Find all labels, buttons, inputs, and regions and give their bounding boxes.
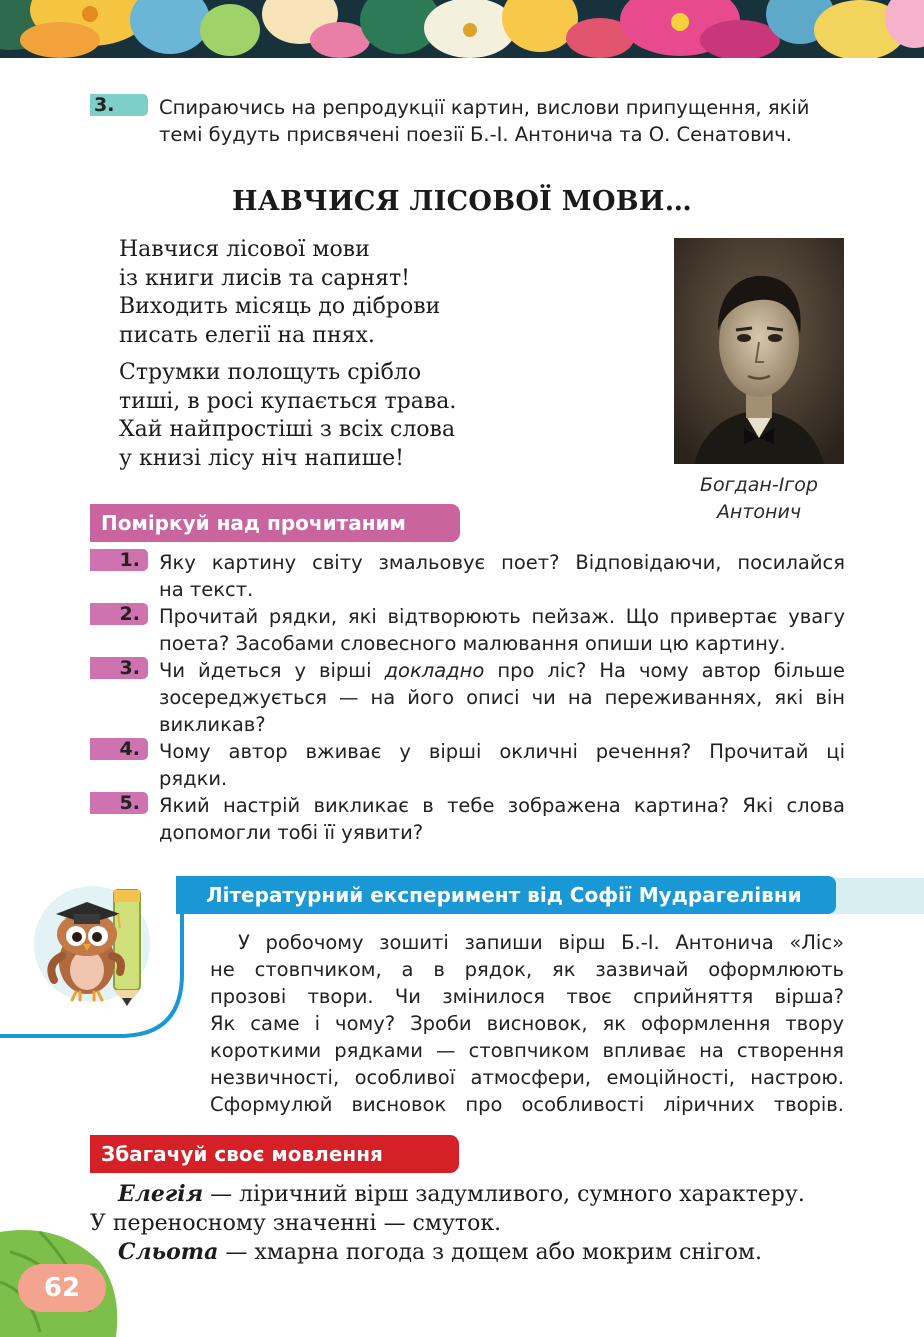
definition-slush	[90, 1238, 844, 1268]
caption-line: Антонич	[716, 501, 802, 523]
poem-line: Навчися лісової мови	[119, 237, 370, 262]
intro-task	[90, 94, 845, 148]
question-number-badge: 3.	[90, 657, 148, 679]
poem-stanza-2	[119, 359, 456, 473]
poem-line: Виходить місяць до діброви	[119, 294, 441, 320]
experiment-header-strip	[832, 878, 924, 914]
definition-text: — хмарна погода з дощем або мокрим снігом.	[218, 1240, 762, 1265]
owl-mascot-icon	[32, 884, 160, 1008]
question-number-badge: 2.	[90, 603, 148, 625]
vocabulary-definitions	[90, 1180, 844, 1268]
poem-title: НАВЧИСЯ ЛІСОВОЇ МОВИ…	[231, 186, 693, 217]
question-text	[159, 549, 845, 603]
question-line: Яку картину світу змальовує поет? Відповідаючи, посилайся	[159, 551, 845, 574]
vocabulary-heading: Збагачуй своє мовлення	[90, 1135, 459, 1173]
question-1	[90, 549, 845, 603]
flower-banner	[0, 0, 924, 58]
question-text	[159, 657, 845, 738]
poem-line: із книги лисів та сарнят!	[119, 265, 411, 291]
term-slush: Сльота	[118, 1239, 219, 1265]
definition-continuation: У переносному значенні — смуток.	[90, 1210, 502, 1236]
question-number-badge: 1.	[90, 549, 148, 571]
experiment-line: короткими рядками — стовпчиком впливає на створення	[210, 1039, 844, 1062]
caption-line: Богдан-Ігор	[700, 474, 818, 496]
question-text	[159, 738, 845, 792]
experiment-line: У робочому зошиті запиши вірш Б.-І. Антонича «Ліс»	[238, 931, 844, 954]
poem-line: тиші, в росі купається трава.	[119, 388, 457, 414]
question-4	[90, 738, 845, 792]
question-line: Прочитай рядки, які відтворюють пейзаж. Що привертає увагу	[159, 605, 845, 628]
page-number: 62	[18, 1264, 106, 1312]
poem-line: Хай найпростіші з всіх слова	[119, 417, 456, 443]
question-number-badge: 5.	[90, 792, 148, 814]
question-3	[90, 657, 845, 738]
question-line: на текст.	[159, 578, 254, 601]
question-line: поета? Засобами словесного малювання опиши цю картину.	[159, 632, 786, 655]
poem-line: Струмки полощуть срібло	[119, 360, 422, 385]
question-line: Чому автор вживає у вірші окличні речення? Прочитай ці	[159, 740, 845, 763]
poem-line: у книзі лісу ніч напише!	[119, 445, 404, 471]
question-number-badge: 4.	[90, 738, 148, 760]
experiment-text	[210, 929, 844, 1118]
question-5	[90, 792, 845, 846]
experiment-line: незвичності, особливої атмосфери, емоційності, настрою.	[210, 1066, 844, 1089]
task-line: Спираючись на репродукції картин, вислови припущення, якій	[159, 96, 810, 119]
author-portrait	[674, 238, 844, 464]
experiment-line: Як саме і чому? Зроби висновок, як оформлення твору	[210, 1012, 844, 1035]
task-text	[159, 94, 845, 148]
definition-text: — ліричний вірш задумливого, сумного характеру.	[203, 1182, 805, 1207]
experiment-line: прозові твори. Чи змінилося твоє сприйняття вірша?	[210, 985, 844, 1008]
question-line-part: Чи йдеться у вірші	[159, 659, 385, 682]
question-line: Який настрій викликає в тебе зображена картина? Які слова	[159, 794, 845, 817]
question-line	[159, 657, 845, 684]
question-line-part: про ліс? На чому автор більше	[484, 659, 845, 682]
question-line: рядки.	[159, 767, 228, 790]
experiment-line: не стовпчиком, а в рядок, як зазвичай оформлюють	[210, 958, 844, 981]
experiment-heading: Літературний експеримент від Софії Мудрагелівни	[176, 876, 836, 914]
question-text	[159, 603, 845, 657]
reflect-heading: Поміркуй над прочитаним	[90, 504, 460, 542]
question-text	[159, 792, 845, 846]
task-number-badge: 3.	[90, 94, 148, 116]
experiment-line: Сформулюй висновок про особливості ліричних творів.	[210, 1093, 844, 1116]
task-line: темі будуть присвячені поезії Б.-І. Антонича та О. Сенатович.	[159, 123, 792, 146]
portrait-caption	[660, 472, 858, 526]
question-line: допомогли тобі її уявити?	[159, 821, 424, 844]
definition-elegy	[90, 1180, 844, 1210]
poem-stanza-1	[119, 236, 440, 350]
question-line: зосереджується — на його описі чи на переживаннях, які він	[159, 686, 845, 709]
term-elegy: Елегія	[118, 1181, 204, 1207]
question-2	[90, 603, 845, 657]
question-line: викликав?	[159, 713, 266, 736]
poem-line: писать елегії на пнях.	[119, 322, 375, 348]
question-emphasis: докладно	[384, 659, 485, 682]
